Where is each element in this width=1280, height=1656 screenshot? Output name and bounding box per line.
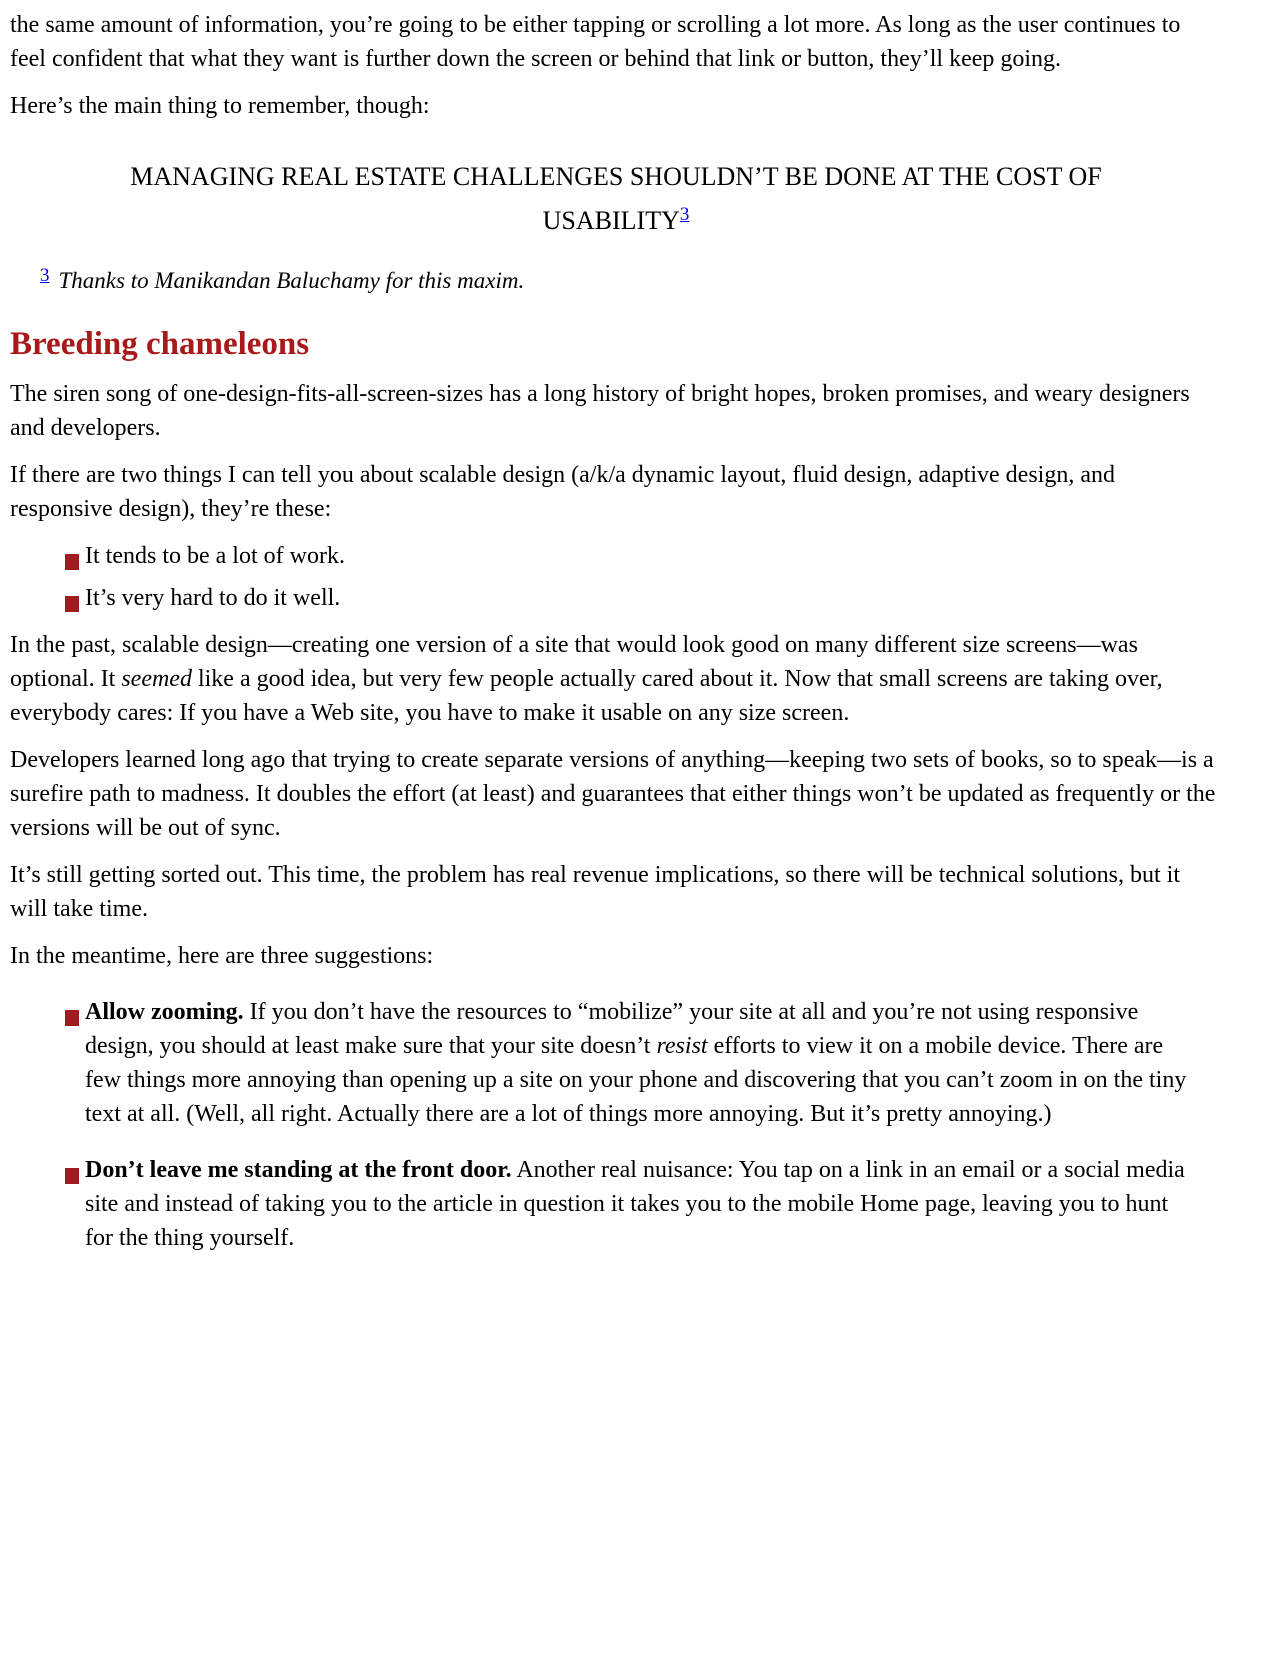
- list-item-text: It tends to be a lot of work.: [85, 543, 345, 569]
- text-run: If you don’t have the resources to “mobilize” your site at all and you’re not using responsive design, you should at least make sure that your site doesn’t: [85, 999, 1139, 1059]
- footnote-ref-link[interactable]: 3: [679, 204, 690, 225]
- bullet-square-icon: [65, 554, 79, 570]
- list-item-hard: [10, 581, 1222, 615]
- paragraph-remember: Here’s the main thing to remember, though:: [10, 93, 430, 119]
- text-run: In the past, scalable design—creating one version of a site that would look good on many different size screens—was optional. It: [10, 632, 1138, 692]
- paragraph-two-things: If there are two things I can tell you about scalable design (a/k/a dynamic layout, fluid design, adaptive design, and responsive design), they’re these:: [10, 462, 1115, 522]
- paragraph-developers: Developers learned long ago that trying to create separate versions of anything—keeping two sets of books, so to speak—is a surefire path to madness. It doubles the effort (at least) and guarantees that either things won’t be updated as frequently or the versions will be out of sync.: [10, 747, 1216, 841]
- bullet-list-traits: [10, 539, 1222, 615]
- footnote-marker-link[interactable]: 3: [40, 265, 50, 286]
- text-run: efforts to view it on a mobile device. There are few things more annoying than opening up a site on your phone and discovering that you can’t zoom in on the tiny text at all. (Well, all right. Actually there are a lot of things more annoying. But it’s pretty annoying.): [85, 1033, 1187, 1127]
- footnote-text: Thanks to Manikandan Baluchamy for this maxim.: [58, 268, 525, 293]
- bullet-square-icon: [65, 1168, 79, 1184]
- list-item-text: It’s very hard to do it well.: [85, 585, 341, 611]
- text-run: Another real nuisance: You tap on a link in an email or a social media site and instead of taking you to the article in question it takes you to the mobile Home page, leaving you to hunt for the thing yourself.: [85, 1157, 1185, 1251]
- paragraph-intro: the same amount of information, you’re going to be either tapping or scrolling a lot more. As long as the user continues to feel confident that what they want is further down the screen or behind that link or button, they’ll keep going.: [10, 12, 1181, 72]
- paragraph-past-scalable: [10, 628, 1222, 730]
- section-heading: Breeding chameleons: [10, 326, 310, 362]
- bullet-list-suggestions: [10, 995, 1222, 1255]
- list-item-work: [10, 539, 1222, 573]
- suggestion-front-door: [10, 1153, 1222, 1255]
- bullet-square-icon: [65, 1010, 79, 1026]
- paragraph-siren-song: The siren song of one-design-fits-all-screen-sizes has a long history of bright hopes, broken promises, and weary designers and developers.: [10, 381, 1190, 441]
- bold-lead: Don’t leave me standing at the front door.: [85, 1157, 512, 1183]
- text-run: like a good idea, but very few people actually cared about it. Now that small screens are taking over, everybody cares: If you have a Web site, you have to make it usable on any size screen.: [10, 666, 1163, 726]
- maxim-text: MANAGING REAL ESTATE CHALLENGES SHOULDN’T BE DONE AT THE COST OF USABILITY: [130, 162, 1102, 235]
- bullet-square-icon: [65, 596, 79, 612]
- bold-lead: Allow zooming.: [85, 999, 244, 1025]
- maxim-heading: [10, 155, 1222, 246]
- paragraph-meantime: In the meantime, here are three suggestions:: [10, 943, 434, 969]
- text-run-italic-resist: resist: [656, 1033, 708, 1059]
- paragraph-sorted-out: It’s still getting sorted out. This time, the problem has real revenue implications, so there will be technical solutions, but it will take time.: [10, 862, 1180, 922]
- suggestion-allow-zooming: [10, 995, 1222, 1131]
- text-run-italic-seemed: seemed: [121, 666, 192, 692]
- footnote: [40, 266, 1222, 298]
